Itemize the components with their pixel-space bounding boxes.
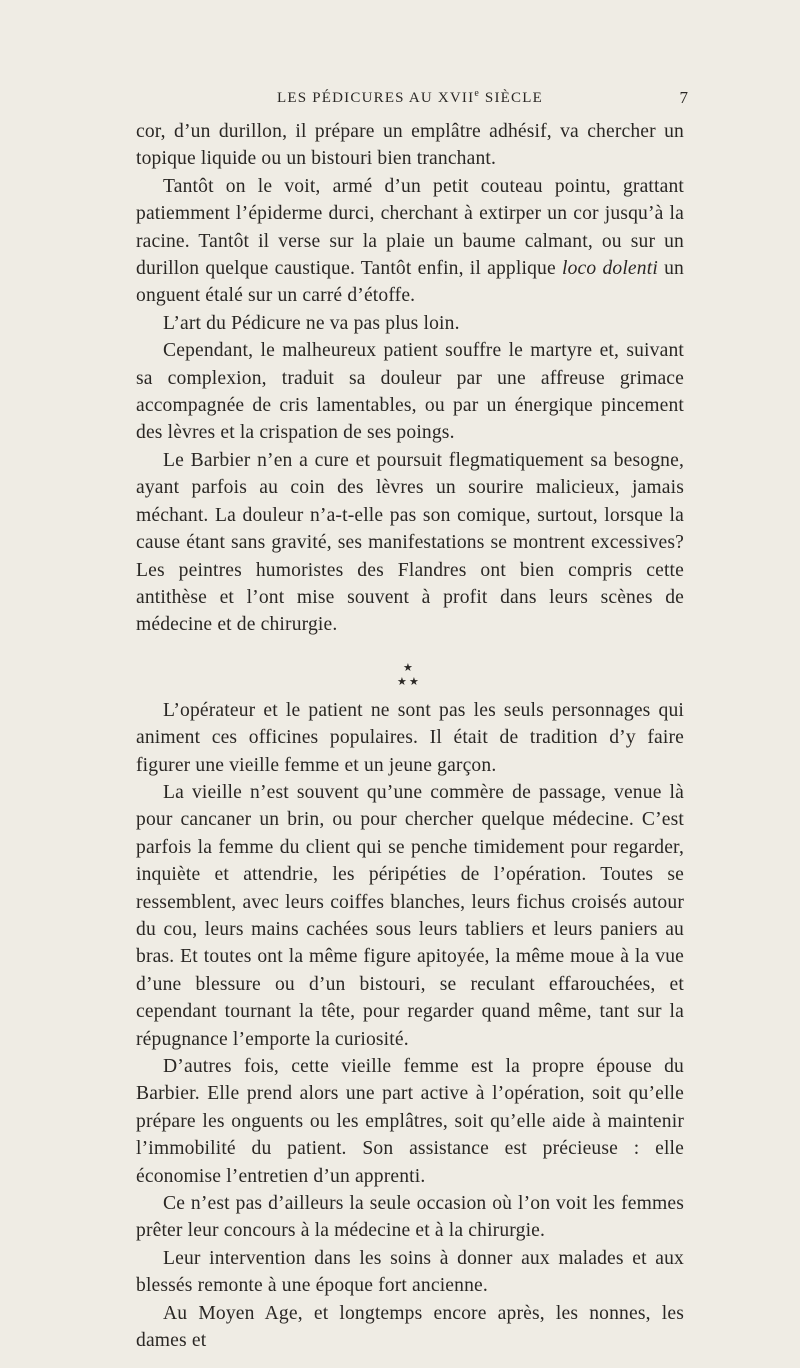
paragraph-text: un onguent étalé sur un carré d’étoffe. — [136, 258, 684, 307]
paragraph: Cependant, le malheureux patient souffre le martyre et, suivant sa complexion, traduit sa douleur par une affreuse grimace accompagnée de cris lamentables, ou par un énergique pincement des lèvres et la crispation de ses poings. — [136, 340, 684, 444]
page-number: 7 — [679, 88, 688, 107]
paragraph-text: Tantôt on le voit, armé d’un petit couteau pointu, grattant patiemment l’épiderme durci, cherchant à extirper un cor jusqu’à la racine. Tantôt il verse sur la plaie un baume calmant, ou sur un durillon quelque caustique. Tantôt enfin, il applique — [136, 175, 684, 280]
century-superscript: e — [474, 88, 480, 99]
latin-phrase: loco dolenti — [561, 258, 658, 280]
running-head — [136, 88, 688, 110]
paragraph: L’art du Pédicure ne va pas plus loin. — [163, 312, 460, 334]
paragraph: cor, d’un durillon, il prépare un emplâtre adhésif, va chercher un topique liquide ou un bistouri bien tranchant. — [136, 121, 684, 170]
paragraph: La vieille n’est souvent qu’une commère de passage, venue là pour cancaner un brin, ou pour chercher quelque médecine. C’est parfois la femme du client qui se penche timidement pour regarder, inquiète et attendrie, les péripéties de l’opération. Toutes se ressemblent, avec leurs coiffes blanches, leurs fichus croisés autour du cou, leurs mains cachées sous leurs tabliers et leurs paniers au bras. Et toutes ont la même figure apitoyée, la même moue à la vue d’une blessure ou d’un bistouri, se reculant effarouchées, et cependant tournant la tête, pour regarder quand même, tant sur la répugnance l’emporte la curiosité. — [136, 781, 684, 1050]
paragraph: Ce n’est pas d’ailleurs la seule occasion où l’on voit les femmes prêter leur concours à la médecine et à la chirurgie. — [136, 1193, 684, 1242]
section-break-asterisks — [136, 641, 684, 697]
paragraph: Au Moyen Age, et longtemps encore après, les nonnes, les dames et — [136, 1302, 684, 1352]
body-text — [136, 118, 684, 1354]
running-title-end: SIÈCLE — [479, 90, 543, 106]
asterisk: ★ — [409, 675, 419, 688]
paragraph: Leur intervention dans les soins à donner aux malades et aux blessés remonte à une époque fort ancienne. — [136, 1247, 684, 1297]
asterisk: ★ — [397, 675, 407, 688]
paragraph — [136, 173, 684, 310]
running-title-main: LES PÉDICURES AU XVII — [277, 90, 475, 106]
paragraph: Le Barbier n’en a cure et poursuit flegmatiquement sa besogne, ayant parfois au coin des lèvres un sourire malicieux, jamais méchant. La douleur n’a-t-elle pas son comique, surtout, lorsque la cause étant sans gravité, ses manifestations se montrent excessives? Les peintres humoristes des Flandres ont bien compris cette antithèse et l’ont mise souvent à profit dans leurs scènes de médecine et de chirurgie. — [136, 449, 684, 636]
paragraph: L’opérateur et le patient ne sont pas les seuls personnages qui animent ces officines populaires. Il était de tradition d’y faire figurer une vieille femme et un jeune garçon. — [136, 699, 684, 776]
paragraph: D’autres fois, cette vieille femme est la propre épouse du Barbier. Elle prend alors une part active à l’opération, soit qu’elle prépare les onguents ou les emplâtres, soit qu’elle aide à maintenir l’immobilité du patient. Son assistance est précieuse : elle économise l’entretien d’un apprenti. — [136, 1056, 684, 1187]
running-title — [136, 88, 684, 107]
asterisk: ★ — [403, 661, 413, 674]
